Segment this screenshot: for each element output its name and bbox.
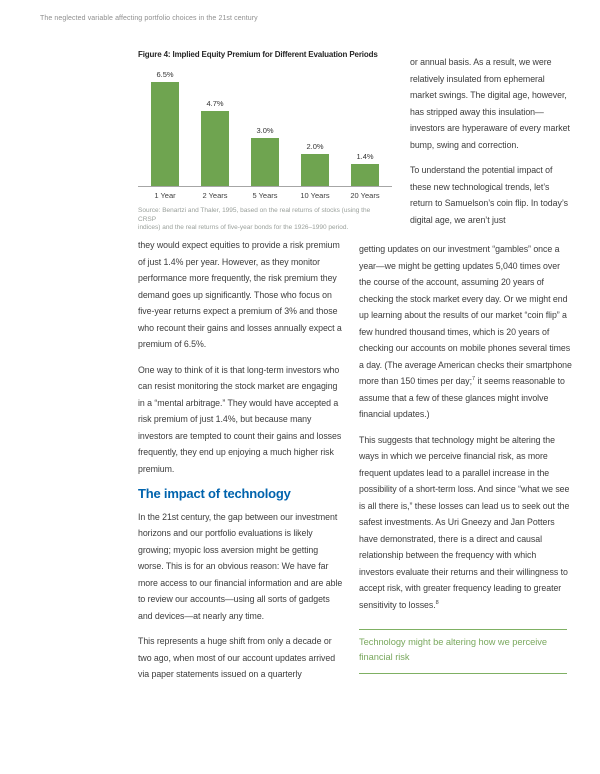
x-axis-label: 2 Years — [202, 191, 228, 200]
figure-source-line2: indices) and the real returns of five-year bonds for the 1926–1990 period. — [138, 224, 349, 231]
bar — [251, 138, 279, 186]
paragraph: they would expect equities to provide a risk premium of just 1.4% per year. However, as they monitor performance more frequently, the risk premium they demand goes up significantly. Those who focus on five-year returns expect a premium of 3% and those who recount their gains and losses annually expect a premium of 6.5%. — [138, 240, 342, 349]
figure-title: Figure 4: Implied Equity Premium for Different Evaluation Periods — [138, 50, 378, 59]
footnote-ref-7: 7 — [472, 376, 476, 383]
top-right-column — [410, 54, 571, 237]
bar — [201, 111, 229, 186]
paragraph: To understand the potential impact of these new technological trends, let’s return to Samuelson’s coin flip. In today’s digital age, we aren’t just — [410, 165, 568, 225]
footnote-ref-8: 8 — [435, 599, 439, 606]
bar-value-label: 3.0% — [256, 126, 274, 135]
right-column — [359, 241, 573, 674]
paragraph-text: it seems reasonable to assume that a few of these glances might involve financial updates.) — [359, 376, 565, 419]
figure-source-note — [138, 207, 388, 233]
paragraph: This represents a huge shift from only a decade or two ago, when most of our account updates arrived via paper statements issued on a quarterly — [138, 636, 336, 679]
bar-group-20-years — [340, 152, 390, 186]
paragraph: or annual basis. As a result, we were relatively insulated from ephemeral market swings. The digital age, however, has stripped away this insulation—investors are hyperaware of every market bump, swing and correction. — [410, 57, 570, 150]
figure-source-line1: Source: Benartzi and Thaler, 1995, based on the real returns of stocks (using the CRSP — [138, 207, 371, 223]
bar-value-label: 4.7% — [206, 99, 224, 108]
bar-group-1-year — [140, 70, 190, 186]
bar-value-label: 1.4% — [356, 152, 374, 161]
x-axis-label: 20 Years — [350, 191, 380, 200]
bar — [351, 164, 379, 186]
bar-chart-plot — [138, 68, 392, 187]
bar-group-2-years — [190, 99, 240, 186]
paragraph: One way to think of it is that long-term investors who can resist monitoring the stock market are engaging in a “mental arbitrage.” They would have accepted a risk premium of just 1.4%, but because many investors are tempted to count their gains and losses frequently, they end up enjoying a much higher risk premium. — [138, 364, 342, 474]
running-header: The neglected variable affecting portfolio choices in the 21st century — [40, 15, 258, 22]
paragraph-text: This suggests that technology might be altering the ways in which we perceive financial risk, as more frequent updates lead to a parallel increase in the possibility of a short-term loss. And since “what we see is all there is,” these losses can lead us to seek out the safest investments. As Uri Gneezy and Jan Potters have demonstrated, there is a direct and causal relationship between the frequency with which investors evaluate their returns and their willingness to accept risk, with greater frequency leading to greater sensitivity to losses. — [359, 434, 570, 610]
bar — [151, 82, 179, 186]
figure-4-block — [138, 50, 392, 233]
bar-group-5-years — [240, 126, 290, 186]
bar-group-10-years — [290, 142, 340, 186]
x-axis-label: 5 Years — [252, 191, 278, 200]
paragraph-text: getting updates on our investment “gambles” once a year—we might be getting updates 5,040 times over the course of the account, assuming 20 years of checking the stock market every day. Or we might end up learning about the results of our market “coin flip” a few hundred thousand times, which is 20 years of checking our accounts on mobile phones several times a day. (The average American checks their smartphone more than 150 times per day; — [359, 244, 572, 386]
pull-quote: Technology might be altering how we perceive financial risk — [359, 629, 567, 674]
bar — [301, 154, 329, 186]
section-heading-impact-of-technology: The impact of technology — [138, 486, 291, 501]
bar-value-label: 2.0% — [306, 142, 324, 151]
paragraph: In the 21st century, the gap between our investment horizons and our portfolio evaluations is likely growing; myopic loss aversion might be getting worse. This is for an obvious reason: We have far more access to our financial information and are able to review our accounts—using all sorts of gadgets and devices—at nearly any time. — [138, 511, 343, 621]
bar-value-label: 6.5% — [156, 70, 174, 79]
x-axis-label: 1 Year — [154, 191, 176, 200]
left-column — [138, 237, 343, 692]
chart-x-axis-labels — [138, 187, 392, 200]
x-axis-label: 10 Years — [300, 191, 330, 200]
paragraph — [359, 241, 573, 423]
paragraph — [359, 432, 573, 614]
